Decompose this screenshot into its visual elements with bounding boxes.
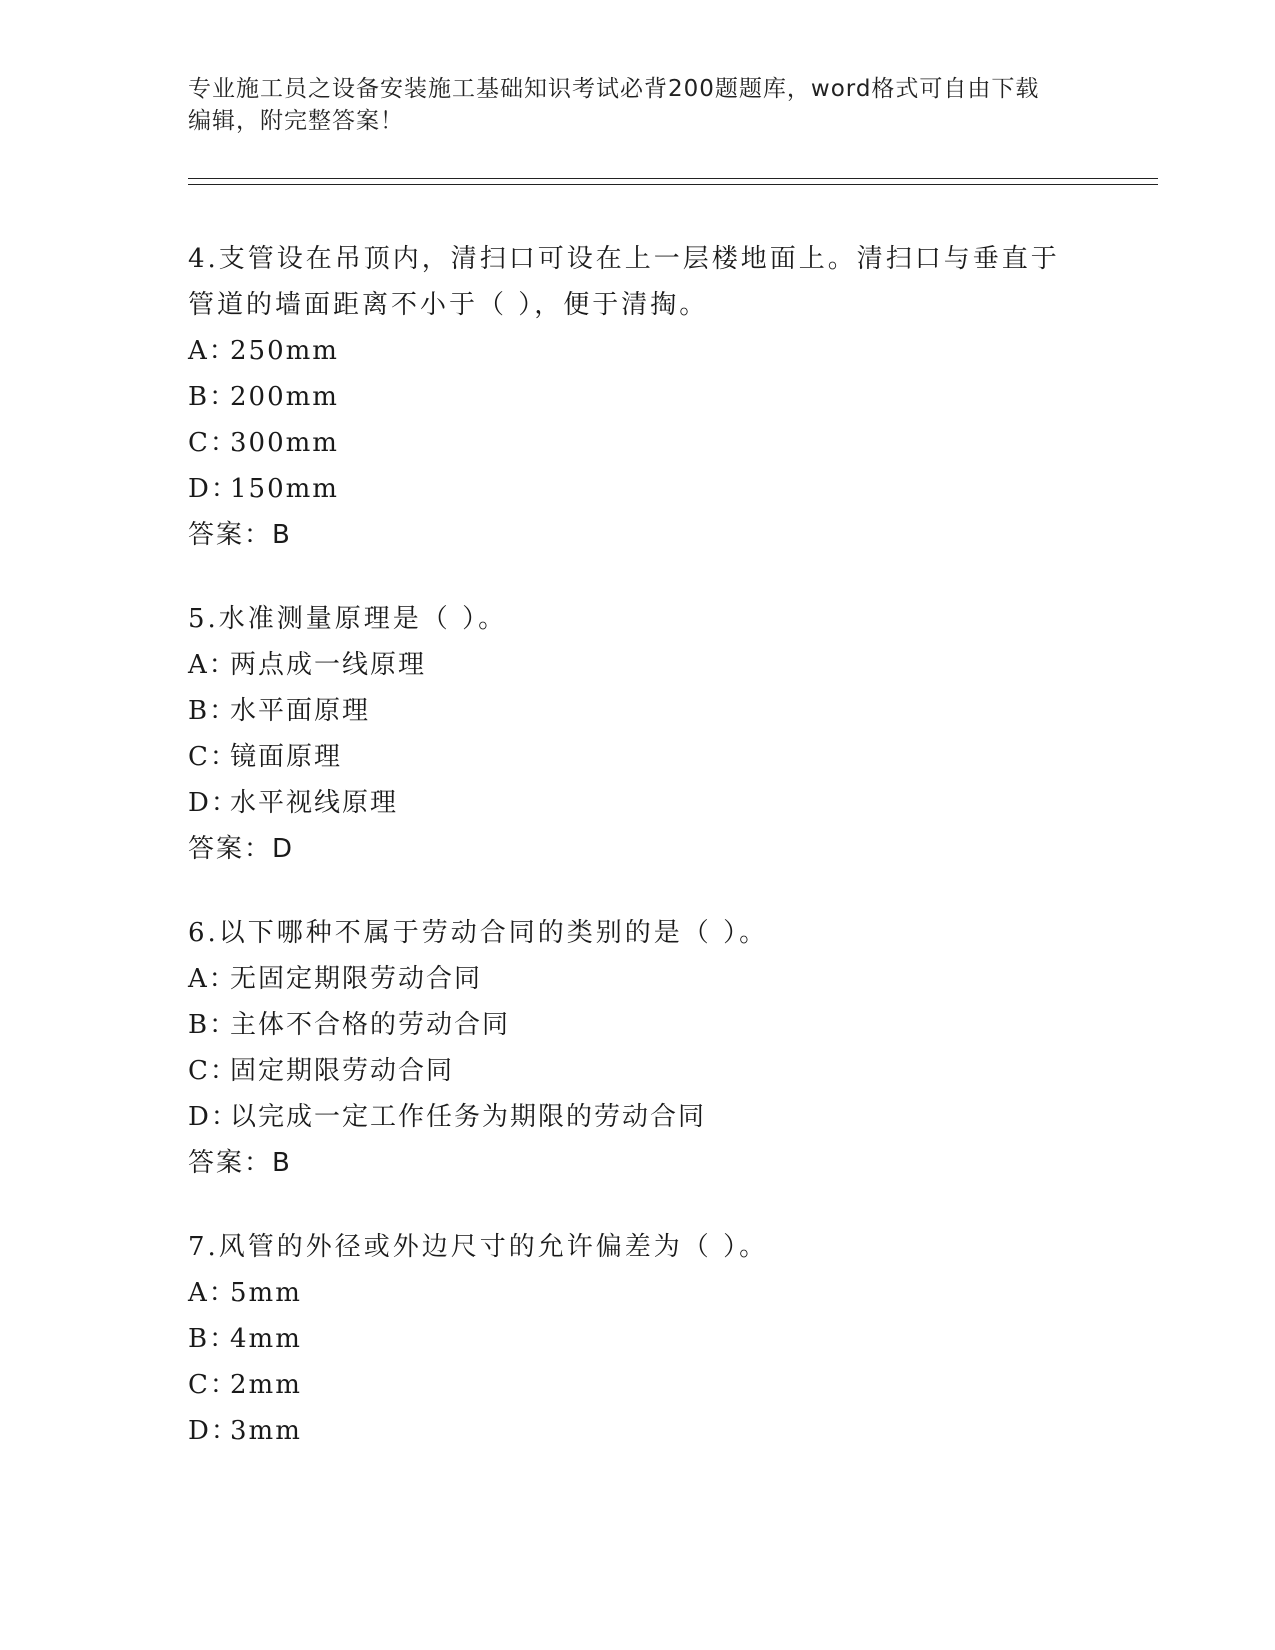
option-key: A： [188, 336, 237, 366]
option-key: A： [188, 964, 237, 994]
option-text: 水平面原理 [230, 696, 371, 726]
question-stem: 7.风管的外径或外边尺寸的允许偏差为（ ）。 [188, 1232, 769, 1262]
question-list [188, 236, 1088, 1492]
option-text: 5mm [230, 1278, 302, 1308]
option-key: D： [188, 1416, 239, 1446]
option-a [188, 956, 1088, 1002]
option-key: A： [188, 650, 237, 680]
option-b [188, 688, 1088, 734]
option-text: 3mm [230, 1416, 302, 1446]
option-c [188, 734, 1088, 780]
option-key: C： [188, 428, 238, 458]
option-text: 4mm [230, 1324, 302, 1354]
header-line-1: 专业施工员之设备安装施工基础知识考试必背200题题库，word格式可自由下载 [188, 76, 1040, 102]
option-a [188, 642, 1088, 688]
option-d [188, 780, 1088, 826]
option-key: D： [188, 474, 239, 504]
option-key: B： [188, 382, 238, 412]
header-divider-bottom [188, 184, 1158, 185]
option-b [188, 1002, 1088, 1048]
option-c [188, 420, 1088, 466]
option-a [188, 328, 1088, 374]
option-key: B： [188, 696, 238, 726]
option-key: C： [188, 1370, 238, 1400]
option-key: B： [188, 1324, 238, 1354]
question-6 [188, 910, 1088, 1186]
answer-line: 答案：B [188, 520, 292, 550]
question-stem: 4.支管设在吊顶内，清扫口可设在上一层楼地面上。清扫口与垂直于 [188, 244, 1060, 274]
answer-line: 答案：B [188, 1148, 292, 1178]
option-d [188, 1094, 1088, 1140]
option-text: 固定期限劳动合同 [230, 1056, 455, 1086]
option-c [188, 1362, 1088, 1408]
answer-line: 答案：D [188, 834, 295, 864]
option-b [188, 1316, 1088, 1362]
option-text: 300mm [230, 428, 339, 458]
option-text: 2mm [230, 1370, 302, 1400]
question-4 [188, 236, 1088, 558]
option-text: 镜面原理 [230, 742, 343, 772]
option-a [188, 1270, 1088, 1316]
option-key: C： [188, 1056, 238, 1086]
question-7 [188, 1224, 1088, 1454]
question-5 [188, 596, 1088, 872]
option-text: 两点成一线原理 [230, 650, 427, 680]
question-stem-continued: 管道的墙面距离不小于（ ），便于清掏。 [188, 290, 709, 320]
question-stem: 5.水准测量原理是（ ）。 [188, 604, 508, 634]
option-text: 主体不合格的劳动合同 [230, 1010, 511, 1040]
header-divider-top [188, 178, 1158, 179]
option-text: 150mm [230, 474, 339, 504]
option-text: 无固定期限劳动合同 [230, 964, 483, 994]
option-b [188, 374, 1088, 420]
option-d [188, 466, 1088, 512]
document-header [188, 73, 1088, 137]
option-key: C： [188, 742, 238, 772]
option-c [188, 1048, 1088, 1094]
option-key: D： [188, 1102, 239, 1132]
option-d [188, 1408, 1088, 1454]
option-text: 水平视线原理 [230, 788, 399, 818]
option-key: D： [188, 788, 239, 818]
question-stem: 6.以下哪种不属于劳动合同的类别的是（ ）。 [188, 918, 769, 948]
option-text: 200mm [230, 382, 339, 412]
option-key: B： [188, 1010, 238, 1040]
header-line-2: 编辑，附完整答案！ [188, 108, 404, 134]
option-text: 以完成一定工作任务为期限的劳动合同 [230, 1102, 707, 1132]
option-text: 250mm [230, 336, 339, 366]
option-key: A： [188, 1278, 237, 1308]
